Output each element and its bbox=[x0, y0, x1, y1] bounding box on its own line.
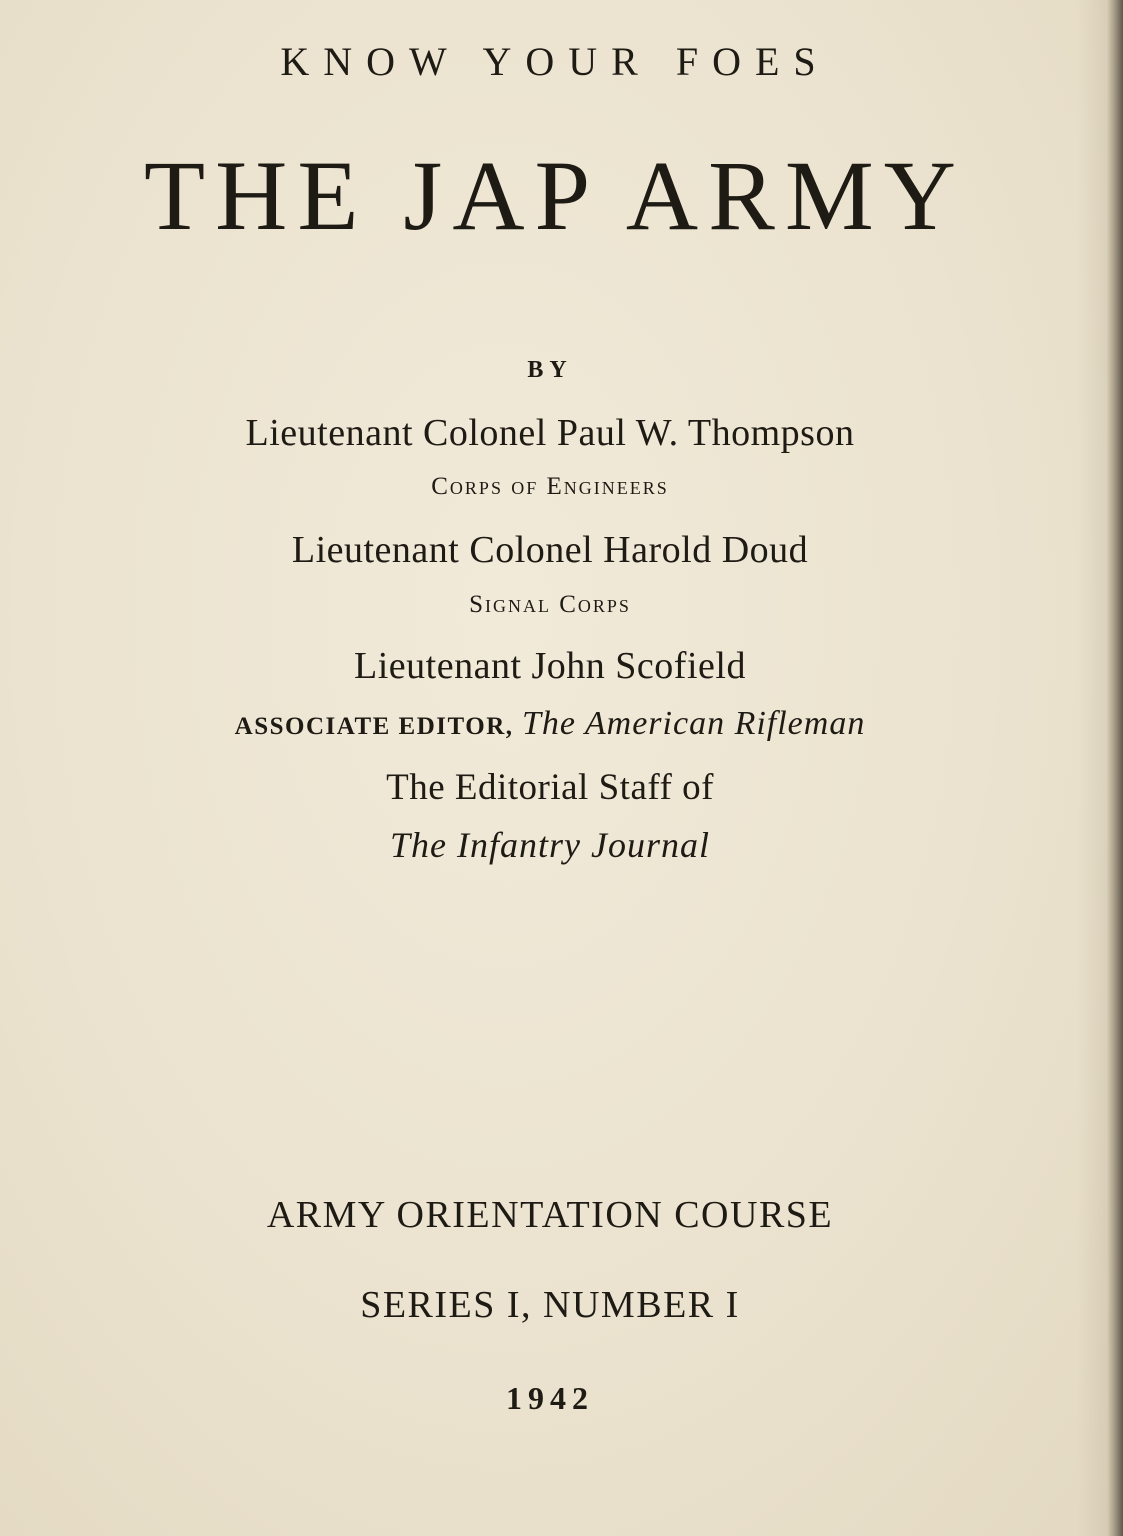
course-name: ARMY ORIENTATION COURSE bbox=[266, 1194, 834, 1236]
series-name: KNOW YOUR FOES bbox=[280, 39, 830, 84]
editorial-staff: The Editorial Staff of bbox=[386, 767, 714, 808]
author-affiliation: Signal Corps bbox=[469, 591, 631, 618]
series-number: SERIES I, NUMBER I bbox=[360, 1284, 740, 1326]
author-role: ASSOCIATE EDITOR, bbox=[234, 713, 514, 740]
author-name: Lieutenant John Scofield bbox=[354, 645, 746, 687]
publication-year: 1942 bbox=[506, 1380, 594, 1416]
book-title: THE JAP ARMY bbox=[144, 140, 966, 251]
author-name: Lieutenant Colonel Harold Doud bbox=[291, 529, 809, 571]
publication-name: The American Rifleman bbox=[522, 705, 866, 742]
author-affiliation bbox=[0, 705, 1100, 743]
by-label: BY bbox=[527, 357, 573, 383]
author-name: Lieutenant Colonel Paul W. Thompson bbox=[245, 412, 855, 454]
journal-name: The Infantry Journal bbox=[390, 825, 710, 865]
author-affiliation: Corps of Engineers bbox=[431, 473, 669, 500]
